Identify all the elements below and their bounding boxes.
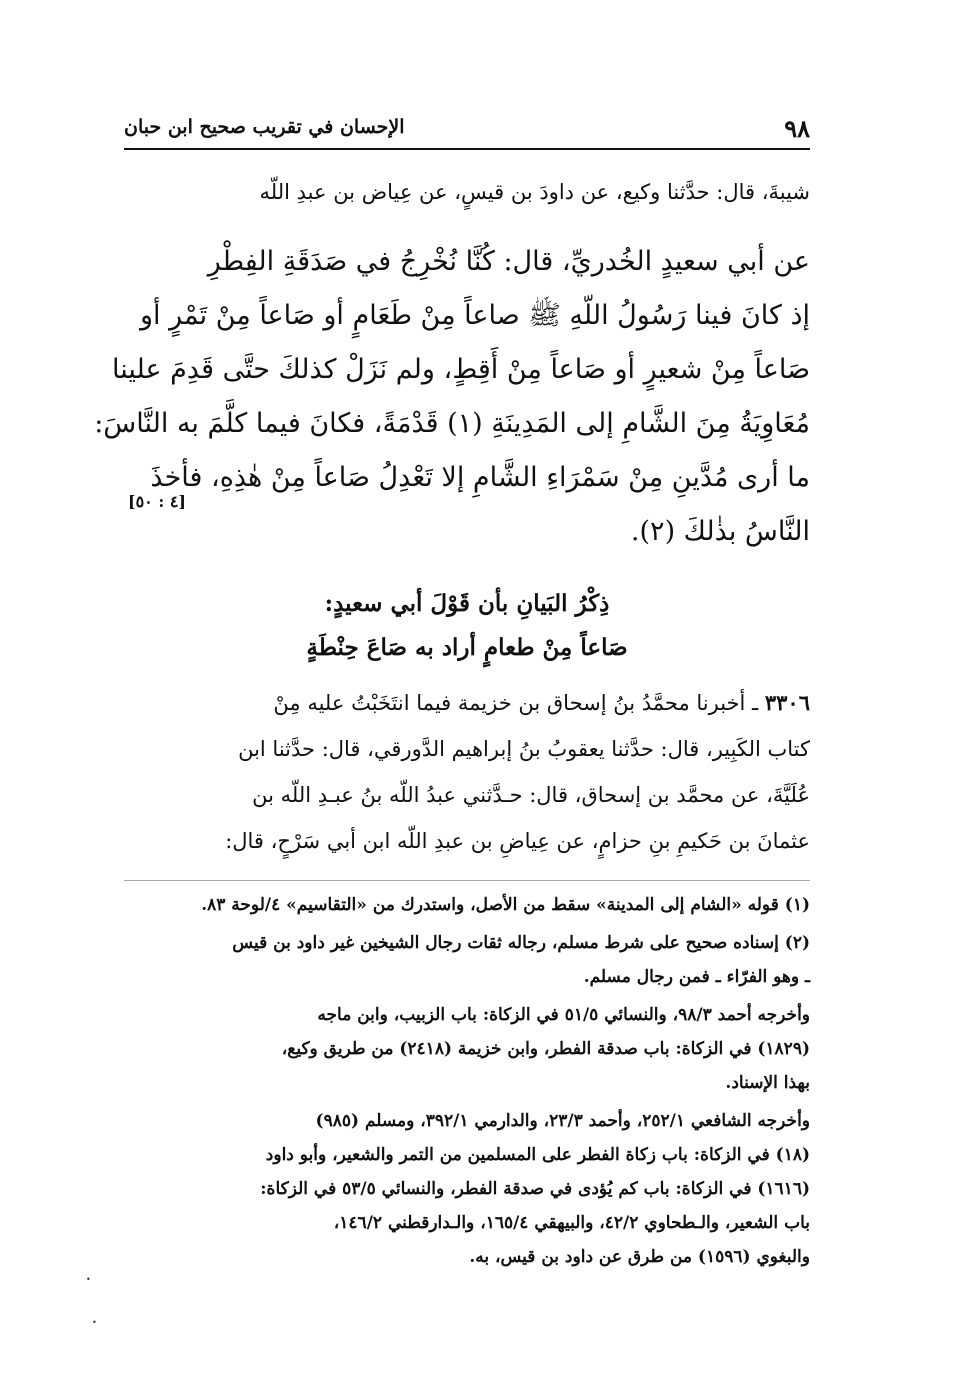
text-line bbox=[124, 680, 810, 726]
text-line: عن أبي سعيدٍ الخُدريِّ، قال: كُنَّا نُخْرِجُ في صَدَقَةِ الفِطْرِ bbox=[207, 246, 810, 277]
footnote-line: (١٨٢٩) في الزكاة: باب صدقة الفطر، وابن خزيمة (٢٤١٨) من طريق وكيع، bbox=[281, 1039, 810, 1059]
text-line: النَّاسُ بذٰلكَ (٢). bbox=[630, 516, 810, 547]
footnote-divider bbox=[124, 880, 810, 881]
page-number: ٩٨ bbox=[784, 114, 810, 143]
text-line: عُلَيَّةَ، عن محمَّد بن إسحاق، قال: حـدَّثني عبدُ اللّه بنُ عبـدِ اللّه بن bbox=[252, 783, 810, 807]
footnote-line: ـ وهو الفرّاء ـ فمن رجال مسلم. bbox=[583, 967, 810, 987]
scan-speck: • bbox=[92, 1318, 97, 1327]
scan-speck: • bbox=[86, 1275, 91, 1284]
footnote-1 bbox=[124, 888, 810, 922]
text-line: عثمانَ بن حَكيمِ بنِ حزامٍ، عن عِياضِ بن عبدِ اللّه ابن أبي سَرْحٍ، قال: bbox=[225, 829, 810, 853]
footnote-line: وأخرجه الشافعي ٢٥٢/١، وأحمد ٢٣/٣، والدارمي ٣٩٢/١، ومسلم (٩٨٥) bbox=[315, 1111, 810, 1131]
continuation-paragraph bbox=[150, 180, 810, 204]
footnote-line: والبغوي (١٥٩٦) من طرق عن داود بن قيس، به. bbox=[469, 1247, 810, 1267]
footnote-line: (٢) إسناده صحيح على شرط مسلم، رجاله ثقات رجال الشيخين غير داود بن قيس bbox=[232, 933, 810, 953]
text-line: إذ كانَ فينا رَسُولُ اللّهِ ﷺ صاعاً مِنْ طَعَامٍ أو صَاعاً مِنْ تَمْرٍ أو bbox=[140, 300, 810, 331]
page-header bbox=[124, 112, 810, 150]
footnote-2 bbox=[124, 926, 810, 994]
isnad-paragraph bbox=[124, 680, 810, 864]
hadith-number: ٣٣٠٦ bbox=[764, 690, 810, 715]
text-line: ما أرى مُدَّينِ مِنْ سَمْرَاءِ الشَّامِ إلا تَعْدِلُ صَاعاً مِنْ هٰذِهِ، فأخذَ bbox=[150, 462, 810, 493]
text-line: شيبةَ، قال: حدَّثنا وكيع، عن داودَ بن قيسٍ، عن عِياض بن عبدِ اللّه bbox=[259, 180, 810, 204]
chapter-heading bbox=[124, 582, 810, 670]
text-line: صَاعاً مِنْ شعيرٍ أو صَاعاً مِنْ أَقِطٍ، ولم نَزَلْ كذلكَ حتَّى قَدِمَ علينا bbox=[112, 354, 810, 385]
running-title: الإحسان في تقريب صحيح ابن حبان bbox=[124, 116, 405, 138]
footnote-line: (١) قوله «الشام إلى المدينة» سقط من الأصل، واستدرك من «التقاسيم» ٤/لوحة ٨٣. bbox=[201, 895, 810, 915]
footnote-line: وأخرجه أحمد ٩٨/٣، والنسائي ٥١/٥ في الزكاة: باب الزبيب، وابن ماجه bbox=[317, 1005, 810, 1025]
footnote-line: (١٨) في الزكاة: باب زكاة الفطر على المسلمين من التمر والشعير، وأبو داود bbox=[265, 1145, 810, 1165]
heading-line: ذِكْرُ البَيانِ بأن قَوْلَ أبي سعيدٍ: bbox=[324, 590, 610, 617]
footnote-line: بهذا الإسناد. bbox=[725, 1073, 810, 1093]
text-line: كتاب الكَبِير، قال: حدَّثنا يعقوبُ بنُ إبراهيم الدَّورقي، قال: حدَّثنا ابن bbox=[238, 737, 810, 761]
hadith-reference: [٤ : ٥٠] bbox=[128, 492, 186, 511]
footnote-line: (١٦١٦) في الزكاة: باب كم يُؤدى في صدقة الفطر، والنسائي ٥٣/٥ في الزكاة: bbox=[260, 1179, 810, 1199]
footnote-line: باب الشعير، والـطحاوي ٤٢/٢، والبيهقي ١٦٥/٤، والـدارقطني ١٤٦/٢، bbox=[333, 1213, 810, 1233]
footnotes bbox=[124, 888, 810, 1278]
hadith-text bbox=[94, 235, 810, 559]
footnote-2-cont-a bbox=[124, 998, 810, 1100]
heading-line: صَاعاً مِنْ طعامٍ أراد به صَاعَ حِنْطَةٍ bbox=[306, 634, 628, 661]
footnote-2-cont-b bbox=[124, 1104, 810, 1274]
text-line: مُعَاوِيَةُ مِنَ الشَّامِ إلى المَدِينَةِ (١) قَدْمَةً، فكانَ فيما كلَّمَ به النَّاسَ: bbox=[94, 408, 810, 439]
text-segment: ـ أخبرنا محمَّدُ بنُ إسحاق بن خزيمة فيما انتَخَبْتُ عليه مِنْ bbox=[273, 691, 759, 715]
